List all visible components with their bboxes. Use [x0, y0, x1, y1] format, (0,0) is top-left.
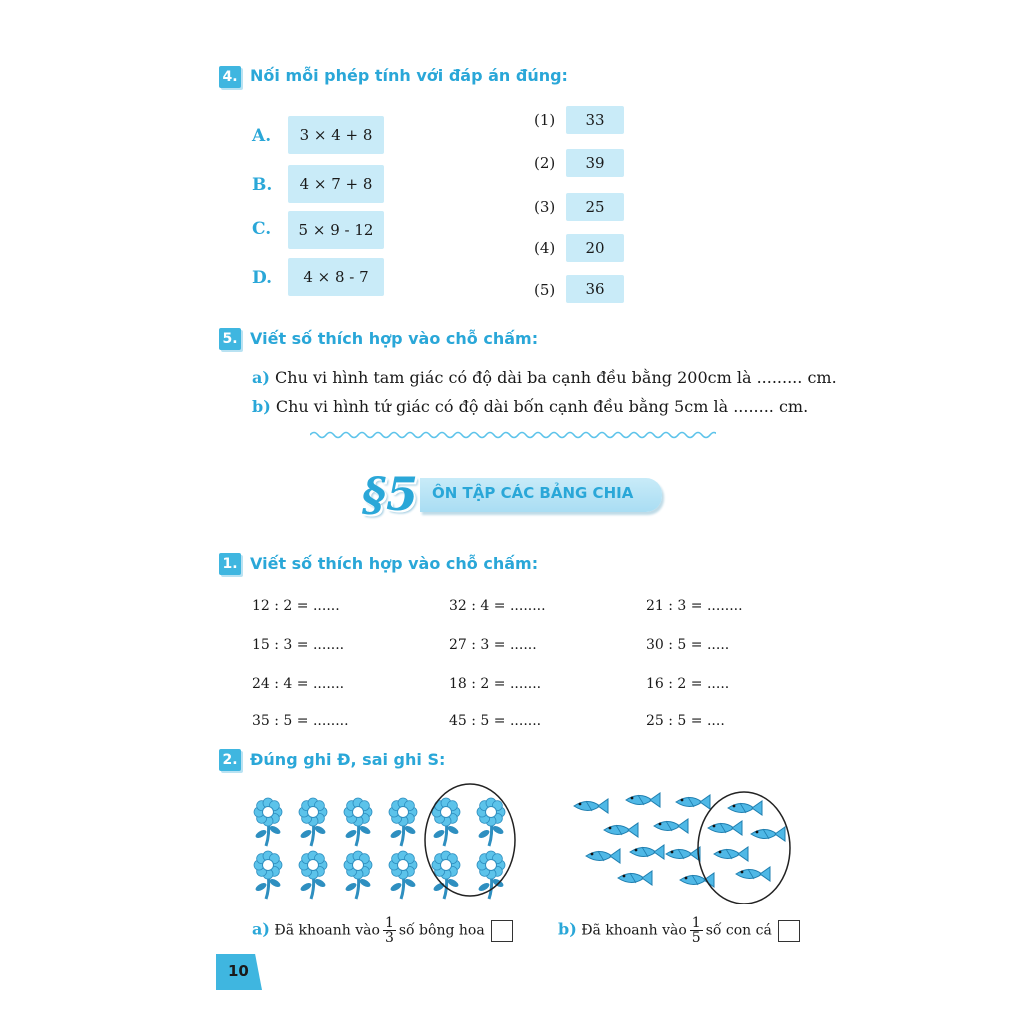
division-item: 12 : 2 = ...... — [252, 598, 340, 614]
fish-icon — [751, 827, 785, 841]
division-item: 16 : 2 = ..... — [646, 676, 730, 692]
flower-icon — [299, 851, 327, 899]
division-item: 18 : 2 = ....... — [449, 676, 542, 692]
option-letter-b: B. — [252, 175, 273, 195]
flower-illustration — [240, 782, 530, 904]
answer-box-3[interactable]: 25 — [566, 193, 624, 221]
item-text: Chu vi hình tam giác có độ dài ba cạnh đều bằng 200cm là ......... cm. — [275, 368, 837, 387]
flower-icon — [389, 851, 417, 899]
option-letter-d: D. — [252, 268, 273, 288]
fraction-denominator: 5 — [691, 930, 701, 946]
wavy-divider — [310, 428, 716, 442]
statement-a — [252, 916, 513, 945]
item-label: b) — [252, 397, 271, 416]
question-4-number: 4. — [219, 66, 241, 88]
answer-box-4[interactable]: 20 — [566, 234, 624, 262]
exercise-1-number: 1. — [219, 553, 241, 575]
flower-icon — [389, 798, 417, 846]
fish-icon — [574, 799, 608, 813]
statement-a-after: số bông hoa — [398, 922, 485, 939]
division-item: 21 : 3 = ........ — [646, 598, 743, 614]
division-item: 24 : 4 = ....... — [252, 676, 345, 692]
answer-label-1: (1) — [534, 111, 556, 129]
answer-label-2: (2) — [534, 154, 556, 172]
division-item: 30 : 5 = ..... — [646, 637, 730, 653]
division-item: 45 : 5 = ....... — [449, 713, 542, 729]
item-label: a) — [252, 368, 270, 387]
fish-icon — [626, 793, 660, 807]
expression-d[interactable]: 4 × 8 - 7 — [288, 258, 384, 296]
item-text: Chu vi hình tứ giác có độ dài bốn cạnh đều bằng 5cm là ........ cm. — [275, 397, 809, 416]
question-5-item-b — [252, 397, 808, 416]
expression-c[interactable]: 5 × 9 - 12 — [288, 211, 384, 249]
division-item: 15 : 3 = ....... — [252, 637, 345, 653]
division-item: 35 : 5 = ........ — [252, 713, 349, 729]
fish-icon — [604, 823, 638, 837]
question-5-title: Viết số thích hợp vào chỗ chấm: — [250, 329, 539, 348]
fish-icon — [654, 819, 688, 833]
fish-icon — [714, 847, 748, 861]
statement-b-after: số con cá — [705, 922, 772, 939]
fish-icon — [618, 871, 652, 885]
section-symbol: §5 — [362, 467, 419, 521]
section-title: ÔN TẬP CÁC BẢNG CHIA — [432, 484, 634, 502]
flower-icon — [477, 798, 505, 846]
fish-illustration — [560, 782, 800, 904]
page-number: 10 — [228, 962, 249, 980]
statement-a-label: a) — [252, 919, 270, 939]
answer-label-3: (3) — [534, 198, 556, 216]
fish-icon — [630, 845, 664, 859]
exercise-2-title: Đúng ghi Đ, sai ghi S: — [250, 750, 446, 769]
question-4-title: Nối mỗi phép tính với đáp án đúng: — [250, 66, 568, 85]
answer-box-5[interactable]: 36 — [566, 275, 624, 303]
selection-circle — [425, 784, 515, 896]
fish-icon — [586, 849, 620, 863]
fraction-numerator: 1 — [691, 915, 701, 931]
fish-icon — [666, 847, 700, 861]
fraction-numerator: 1 — [384, 915, 394, 931]
statement-a-before: Đã khoanh vào — [274, 922, 380, 939]
flower-icon — [254, 851, 282, 899]
flower-icon — [432, 798, 460, 846]
fraction-one-third — [383, 916, 396, 945]
division-item: 27 : 3 = ...... — [449, 637, 537, 653]
answer-label-5: (5) — [534, 281, 556, 299]
fish-icon — [736, 867, 770, 881]
flower-icon — [299, 798, 327, 846]
flower-icon — [344, 851, 372, 899]
option-letter-a: A. — [252, 126, 272, 146]
fish-icon — [728, 801, 762, 815]
answer-label-4: (4) — [534, 239, 556, 257]
answer-box-2[interactable]: 39 — [566, 149, 624, 177]
option-letter-c: C. — [252, 219, 272, 239]
exercise-2-number: 2. — [219, 749, 241, 771]
question-5-item-a — [252, 368, 837, 387]
fraction-denominator: 3 — [384, 930, 394, 946]
statement-b-label: b) — [558, 919, 577, 939]
answer-checkbox-b[interactable] — [778, 920, 800, 942]
fish-icon — [676, 795, 710, 809]
statement-b — [558, 916, 800, 945]
flower-icon — [432, 851, 460, 899]
flower-icon — [477, 851, 505, 899]
flower-icon — [254, 798, 282, 846]
expression-a[interactable]: 3 × 4 + 8 — [288, 116, 384, 154]
division-item: 25 : 5 = .... — [646, 713, 725, 729]
answer-checkbox-a[interactable] — [491, 920, 513, 942]
division-item: 32 : 4 = ........ — [449, 598, 546, 614]
question-5-number: 5. — [219, 328, 241, 350]
flower-icon — [344, 798, 372, 846]
answer-box-1[interactable]: 33 — [566, 106, 624, 134]
expression-b[interactable]: 4 × 7 + 8 — [288, 165, 384, 203]
statement-b-before: Đã khoanh vào — [581, 922, 687, 939]
fraction-one-fifth — [690, 916, 703, 945]
exercise-1-title: Viết số thích hợp vào chỗ chấm: — [250, 554, 539, 573]
fish-icon — [708, 821, 742, 835]
